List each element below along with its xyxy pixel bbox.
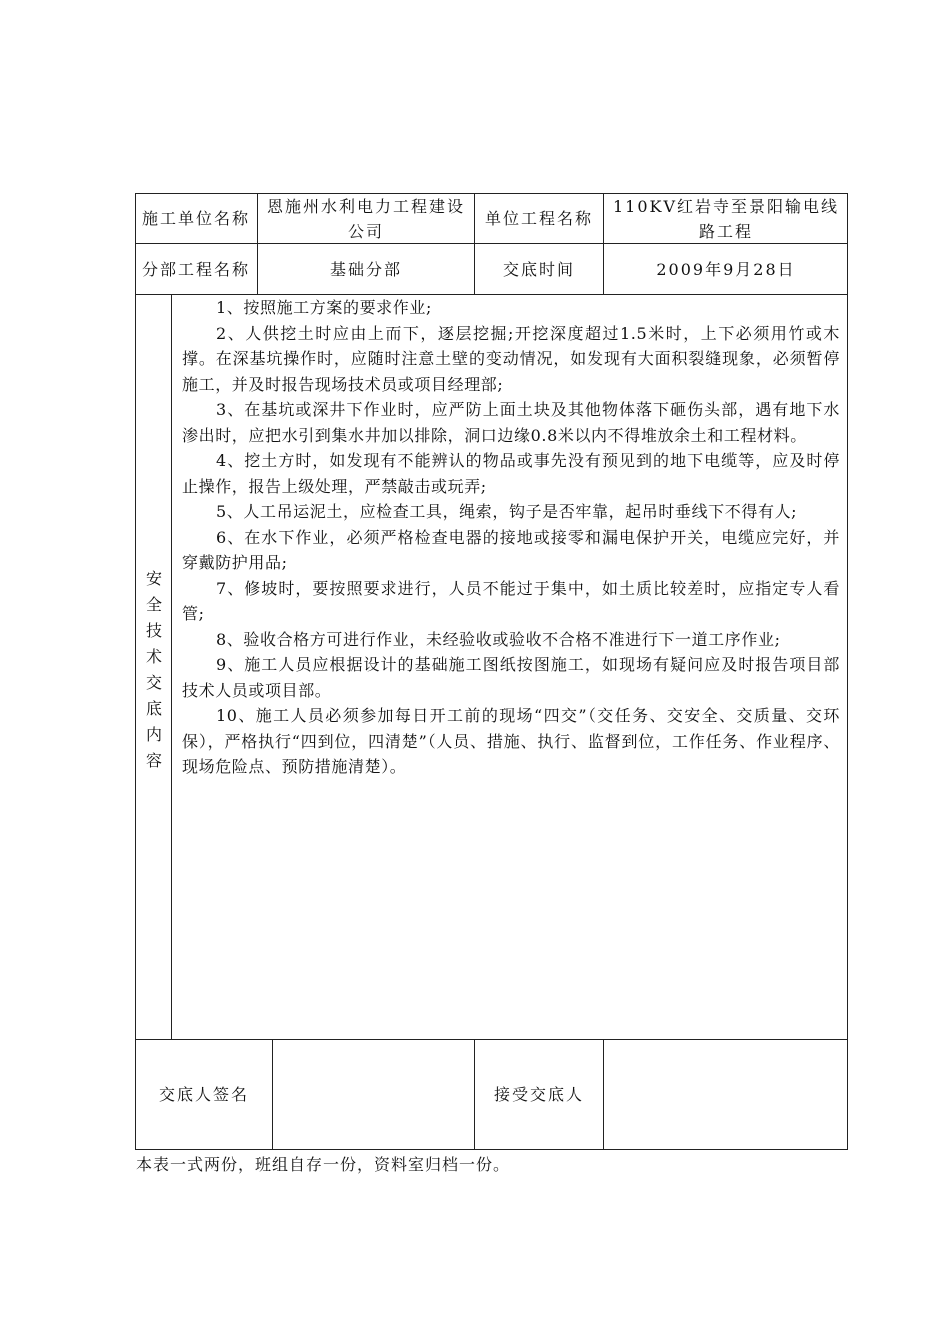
receiver-label: 接受交底人 [493, 1085, 584, 1104]
side-label-char: 容 [145, 751, 162, 770]
project-name-label: 单位工程名称 [484, 209, 593, 228]
side-label-char: 底 [145, 699, 162, 718]
table-line [474, 193, 475, 295]
project-name-value: 110KV红岩寺至景阳输电线路工程 [612, 196, 840, 241]
safety-content [182, 295, 840, 780]
briefer-signature-label: 交底人签名 [158, 1085, 249, 1104]
side-label-char: 全 [145, 595, 162, 614]
content-item: 9、施工人员应根据设计的基础施工图纸按图施工，如现场有疑问应及时报告项目部技术人员或项目部。 [182, 655, 840, 700]
table-line [603, 1039, 604, 1150]
table-line [135, 1149, 848, 1150]
content-item: 1、按照施工方案的要求作业; [216, 298, 432, 317]
side-label-char: 内 [145, 725, 162, 744]
sub-project-label: 分部工程名称 [142, 259, 251, 279]
side-label-char: 技 [145, 621, 162, 640]
table-line [257, 193, 258, 295]
unit-name-label: 施工单位名称 [142, 209, 251, 228]
unit-name-value: 恩施州水利电力工程建设公司 [266, 196, 465, 241]
briefing-time-value: 2009年9月28日 [656, 259, 796, 279]
content-item: 5、人工吊运泥土，应检查工具，绳索，钩子是否牢靠，起吊时垂线下不得有人; [216, 502, 798, 521]
receiver-signature-field[interactable] [608, 1040, 843, 1149]
table-line [603, 193, 604, 295]
content-item: 2、人供挖土时应由上而下，逐层挖掘;开挖深度超过1.5米时，上下必须用竹或木撑。在深基坑操作时，应随时注意土壁的变动情况，如发现有大面积裂缝现象，必须暂停施工，并及时报告现场技术员或项目经理部; [182, 323, 840, 394]
table-line [272, 1039, 273, 1150]
footnote: 本表一式两份，班组自存一份，资料室归档一份。 [136, 1155, 511, 1174]
sub-project-value: 基础分部 [329, 259, 402, 279]
table-line [847, 193, 848, 1150]
side-label-char: 安 [145, 569, 162, 588]
content-item: 10、施工人员必须参加每日开工前的现场“四交”（交任务、交安全、交质量、交环保），严格执行“四到位，四清楚”（人员、措施、执行、监督到位，工作任务、作业程序、现场危险点、预防措施清楚）。 [182, 706, 840, 776]
table-line [474, 1039, 475, 1150]
content-side-label [136, 566, 172, 774]
content-item: 7、修坡时，要按照要求进行，人员不能过于集中，如土质比较差时，应指定专人看管; [182, 578, 840, 623]
briefer-signature-field[interactable] [277, 1040, 470, 1149]
side-label-char: 术 [145, 647, 162, 666]
content-item: 3、在基坑或深井下作业时，应严防上面土块及其他物体落下砸伤头部，遇有地下水渗出时，应把水引到集水井加以排除，洞口边缘0.8米以内不得堆放余土和工程材料。 [182, 400, 840, 445]
content-item: 4、挖土方时，如发现有不能辨认的物品或事先没有预见到的地下电缆等，应及时停止操作，报告上级处理，严禁敲击或玩弄; [182, 451, 840, 496]
briefing-time-label: 交底时间 [502, 259, 575, 279]
side-label-char: 交 [145, 673, 162, 692]
content-item: 6、在水下作业，必须严格检查电器的接地或接零和漏电保护开关，电缆应完好，并穿戴防护用品; [182, 527, 840, 572]
content-item: 8、验收合格方可进行作业，未经验收或验收不合格不准进行下一道工序作业; [216, 629, 781, 649]
